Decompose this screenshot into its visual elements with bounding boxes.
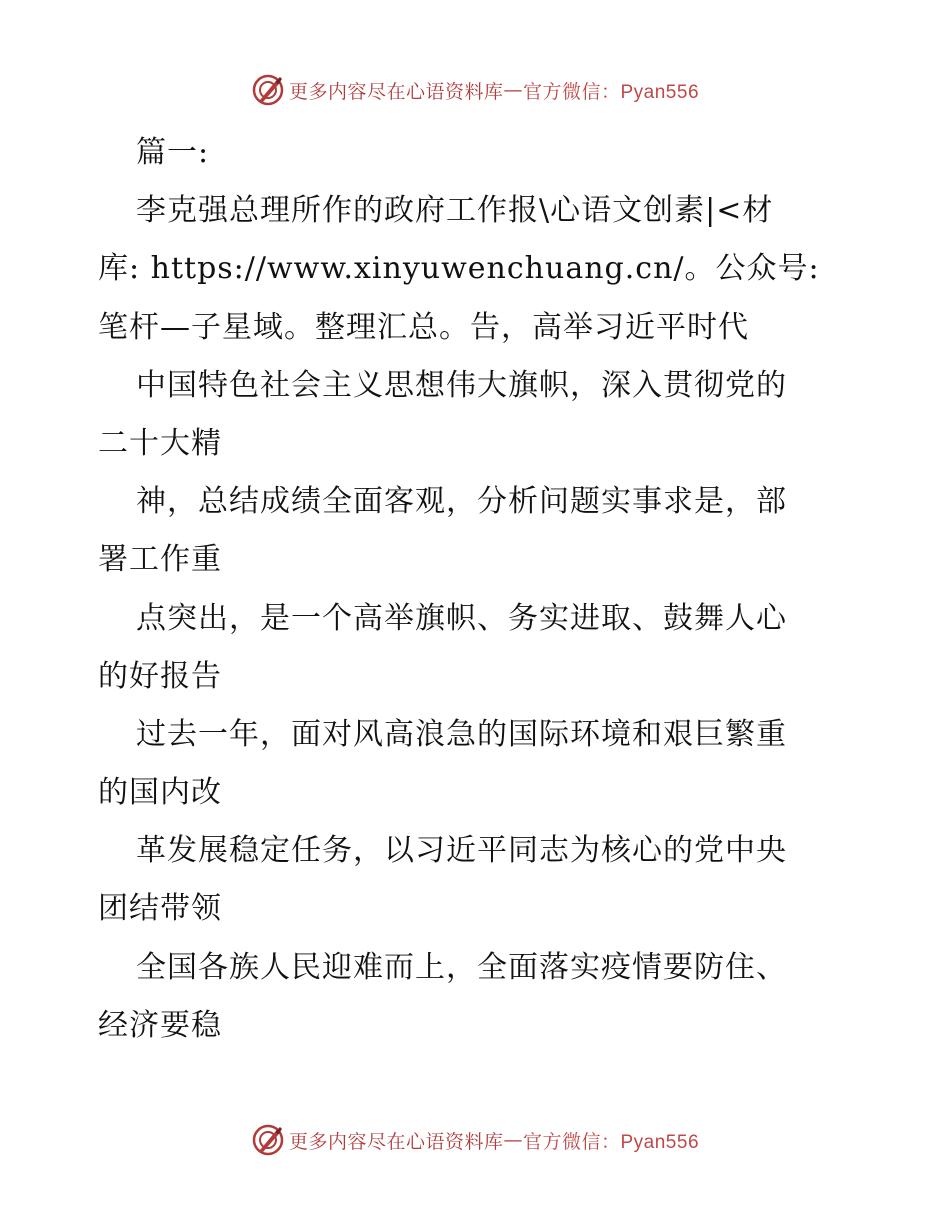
body-line: 的国内改: [98, 775, 222, 811]
document-body: [98, 124, 858, 1055]
header-title: 更多内容尽在心语资料库: [288, 80, 504, 103]
header-contact: 官方微信：Pyan556: [523, 81, 700, 103]
body-line: 库: https://www.xinyuwenchuang.cn/。公众号:: [98, 251, 820, 287]
body-line: 的好报告: [98, 658, 222, 694]
body-line: 过去一年，面对风高浪急的国际环境和艰巨繁重: [136, 716, 787, 752]
header-banner: [0, 70, 950, 110]
body-line: 署工作重: [98, 542, 222, 578]
pen-logo-icon: [251, 73, 285, 107]
pen-logo-icon: [251, 1123, 285, 1157]
body-line: 全国各族人民迎难而上，全面落实疫情要防住、: [136, 949, 787, 985]
body-line: 团结带领: [98, 891, 222, 927]
body-line: 神，总结成绩全面客观，分析问题实事求是，部: [136, 484, 787, 520]
body-line: 篇一:: [136, 135, 210, 170]
body-line: 点突出，是一个高举旗帜、务实进取、鼓舞人心: [136, 600, 787, 636]
body-line: 笔杆—子星域。整理汇总。告，高举习近平时代: [98, 309, 749, 345]
footer-banner: [0, 1120, 950, 1160]
body-line: 革发展稳定任务，以习近平同志为核心的党中央: [136, 833, 787, 869]
body-line: 二十大精: [98, 425, 222, 461]
footer-title: 更多内容尽在心语资料库: [288, 1130, 504, 1153]
body-line: 李克强总理所作的政府工作报\心语文创素|<材: [136, 193, 774, 229]
footer-separator: —: [503, 1129, 523, 1151]
footer-contact: 官方微信：Pyan556: [523, 1131, 700, 1153]
body-line: 经济要稳: [98, 1007, 222, 1043]
body-line: 中国特色社会主义思想伟大旗帜，深入贯彻党的: [136, 367, 787, 403]
header-separator: —: [503, 79, 523, 101]
